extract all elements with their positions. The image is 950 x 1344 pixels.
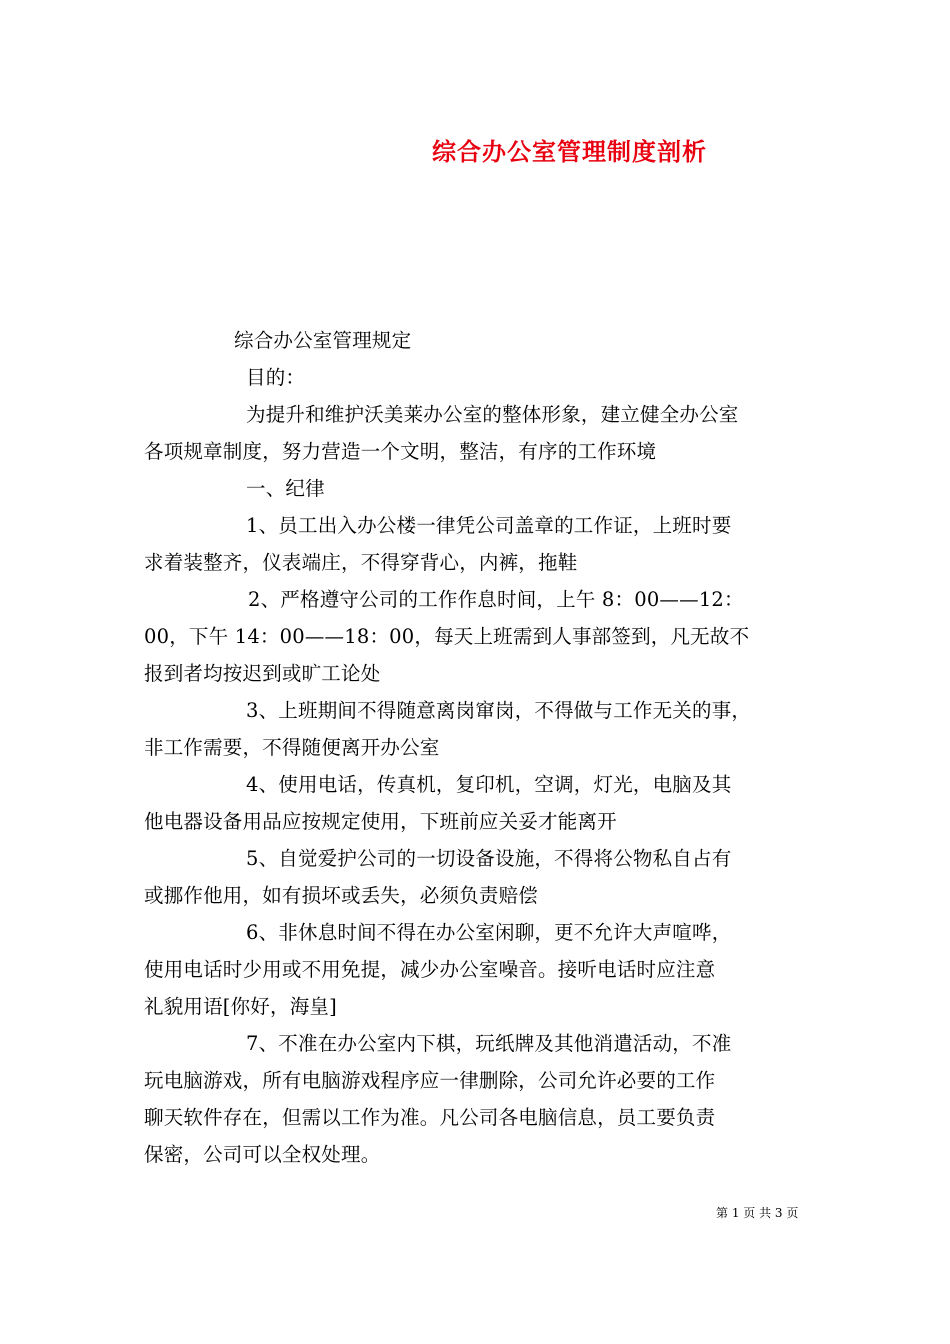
rule-7-line: 玩电脑游戏，所有电脑游戏程序应一律删除，公司允许必要的工作 [144, 1069, 716, 1092]
rule-2-line: 2、严格遵守公司的工作作息时间，上午 8：00——12： [248, 588, 744, 611]
page-number: 第 1 页 共 3 页 [716, 1206, 799, 1220]
rule-6-line: 礼貌用语[你好，海皇] [144, 995, 337, 1018]
rule-3-line: 非工作需要，不得随便离开办公室 [144, 736, 440, 759]
rule-2-line: 00，下午 14：00——18：00，每天上班需到人事部签到，凡无故不 [144, 625, 750, 648]
rule-5-line: 5、自觉爱护公司的一切设备设施，不得将公物私自占有 [246, 847, 732, 870]
paragraph-line: 为提升和维护沃美莱办公室的整体形象，建立健全办公室 [246, 403, 739, 426]
rule-7-line: 7、不准在办公室内下棋，玩纸牌及其他消遣活动，不准 [246, 1032, 732, 1055]
subsection-heading: 一、纪律 [246, 477, 325, 500]
rule-6-line: 使用电话时少用或不用免提，减少办公室噪音。接听电话时应注意 [144, 958, 716, 981]
paragraph-line: 各项规章制度，努力营造一个文明，整洁，有序的工作环境 [144, 440, 657, 463]
rule-5-line: 或挪作他用，如有损坏或丢失，必须负责赔偿 [144, 884, 539, 907]
rule-7-line: 聊天软件存在，但需以工作为准。凡公司各电脑信息，员工要负责 [144, 1106, 716, 1129]
rule-7-line: 保密，公司可以全权处理。 [144, 1143, 381, 1166]
purpose-label: 目的： [246, 366, 306, 389]
rule-4-line: 他电器设备用品应按规定使用，下班前应关妥才能离开 [144, 810, 617, 833]
section-heading: 综合办公室管理规定 [234, 329, 412, 352]
rule-4-line: 4、使用电话，传真机，复印机，空调，灯光，电脑及其 [246, 773, 732, 796]
document-title: 综合办公室管理制度剖析 [432, 137, 707, 166]
rule-1-line: 1、员工出入办公楼一律凭公司盖章的工作证，上班时要 [246, 514, 732, 537]
rule-2-line: 报到者均按迟到或旷工论处 [144, 662, 381, 685]
rule-3-line: 3、上班期间不得随意离岗窜岗，不得做与工作无关的事， [246, 699, 752, 722]
rule-1-line: 求着装整齐，仪表端庄，不得穿背心，内裤，拖鞋 [144, 551, 578, 574]
rule-6-line: 6、非休息时间不得在办公室闲聊，更不允许大声喧哗， [246, 921, 732, 944]
